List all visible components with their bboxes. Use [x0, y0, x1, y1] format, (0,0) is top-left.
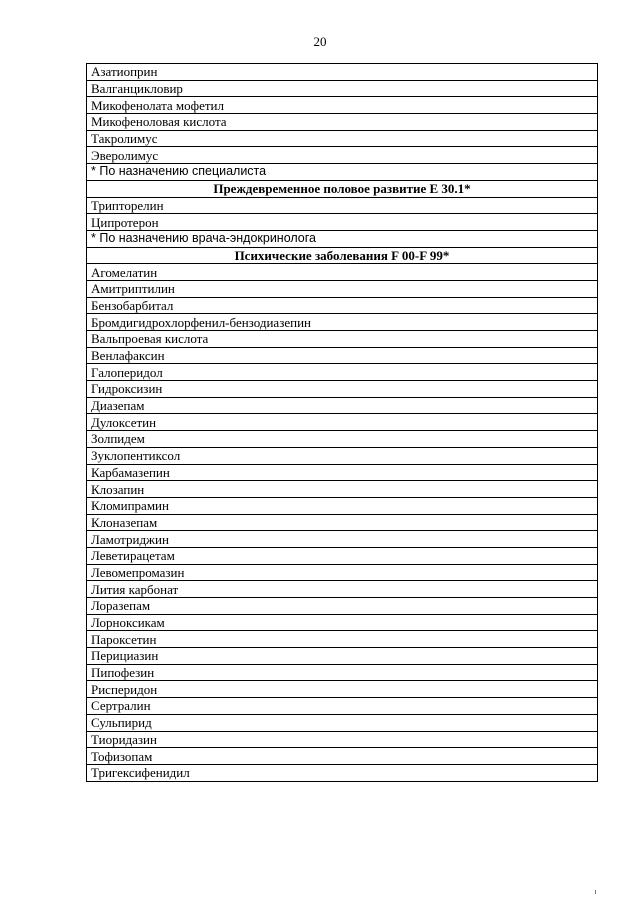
drug-row — [87, 414, 598, 431]
drug-name: Левомепромазин — [87, 564, 598, 581]
note-row — [87, 164, 598, 181]
section-heading: Преждевременное половое развитие E 30.1* — [87, 180, 598, 197]
drug-name: Диазепам — [87, 397, 598, 414]
drug-row — [87, 564, 598, 581]
drug-row — [87, 97, 598, 114]
drug-row — [87, 314, 598, 331]
drug-row — [87, 698, 598, 715]
drug-row — [87, 264, 598, 281]
drug-name: Тригексифенидил — [87, 764, 598, 781]
drug-row — [87, 514, 598, 531]
drug-name: Тиоридазин — [87, 731, 598, 748]
drug-row — [87, 381, 598, 398]
drug-row — [87, 681, 598, 698]
drug-row — [87, 531, 598, 548]
drug-row — [87, 364, 598, 381]
drug-row — [87, 197, 598, 214]
drug-name: Эверолимус — [87, 147, 598, 164]
drug-row — [87, 481, 598, 498]
drug-row — [87, 764, 598, 781]
drug-row — [87, 598, 598, 615]
drug-name: Лоразепам — [87, 598, 598, 615]
page-number: 20 — [313, 34, 327, 49]
drug-name: Сульпирид — [87, 714, 598, 731]
drug-row — [87, 547, 598, 564]
drug-name: Сертралин — [87, 698, 598, 715]
drug-row — [87, 130, 598, 147]
note-text: * По назначению специалиста — [87, 164, 598, 181]
drug-row — [87, 447, 598, 464]
drug-name: Бромдигидрохлорфенил-бензодиазепин — [87, 314, 598, 331]
drug-name: Клозапин — [87, 481, 598, 498]
drug-name: Трипторелин — [87, 197, 598, 214]
drug-row — [87, 347, 598, 364]
drug-name: Азатиоприн — [87, 64, 598, 81]
drug-name: Такролимус — [87, 130, 598, 147]
drug-row — [87, 397, 598, 414]
drug-name: Ламотриджин — [87, 531, 598, 548]
drug-list-body — [87, 64, 598, 782]
drug-row — [87, 731, 598, 748]
drug-row — [87, 614, 598, 631]
drug-row — [87, 297, 598, 314]
drug-name: Дулоксетин — [87, 414, 598, 431]
scan-mark — [595, 890, 596, 894]
drug-name: Вальпроевая кислота — [87, 331, 598, 348]
drug-name: Карбамазепин — [87, 464, 598, 481]
drug-name: Перициазин — [87, 648, 598, 665]
drug-name: Золпидем — [87, 431, 598, 448]
drug-name: Микофеноловая кислота — [87, 114, 598, 131]
drug-name: Амитриптилин — [87, 280, 598, 297]
drug-row — [87, 581, 598, 598]
section-heading-row — [87, 180, 598, 197]
drug-row — [87, 64, 598, 81]
drug-row — [87, 147, 598, 164]
note-row — [87, 230, 598, 247]
drug-name: Рисперидон — [87, 681, 598, 698]
drug-row — [87, 464, 598, 481]
drug-name: Агомелатин — [87, 264, 598, 281]
drug-name: Зуклопентиксол — [87, 447, 598, 464]
drug-name: Кломипрамин — [87, 497, 598, 514]
note-text: * По назначению врача-эндокринолога — [87, 230, 598, 247]
drug-name: Тофизопам — [87, 748, 598, 765]
drug-row — [87, 748, 598, 765]
drug-name: Бензобарбитал — [87, 297, 598, 314]
drug-name: Пароксетин — [87, 631, 598, 648]
drug-name: Леветирацетам — [87, 547, 598, 564]
drug-row — [87, 648, 598, 665]
drug-name: Венлафаксин — [87, 347, 598, 364]
drug-row — [87, 497, 598, 514]
drug-list-table — [86, 63, 598, 782]
drug-name: Лития карбонат — [87, 581, 598, 598]
drug-name: Лорноксикам — [87, 614, 598, 631]
drug-row — [87, 114, 598, 131]
drug-row — [87, 331, 598, 348]
drug-row — [87, 664, 598, 681]
drug-name: Галоперидол — [87, 364, 598, 381]
drug-row — [87, 280, 598, 297]
drug-name: Валганцикловир — [87, 80, 598, 97]
drug-name: Гидроксизин — [87, 381, 598, 398]
drug-name: Пипофезин — [87, 664, 598, 681]
section-heading: Психические заболевания F 00-F 99* — [87, 247, 598, 264]
drug-row — [87, 714, 598, 731]
drug-name: Ципротерон — [87, 214, 598, 231]
drug-name: Клоназепам — [87, 514, 598, 531]
drug-row — [87, 214, 598, 231]
drug-row — [87, 631, 598, 648]
drug-name: Микофенолата мофетил — [87, 97, 598, 114]
section-heading-row — [87, 247, 598, 264]
drug-row — [87, 80, 598, 97]
drug-row — [87, 431, 598, 448]
